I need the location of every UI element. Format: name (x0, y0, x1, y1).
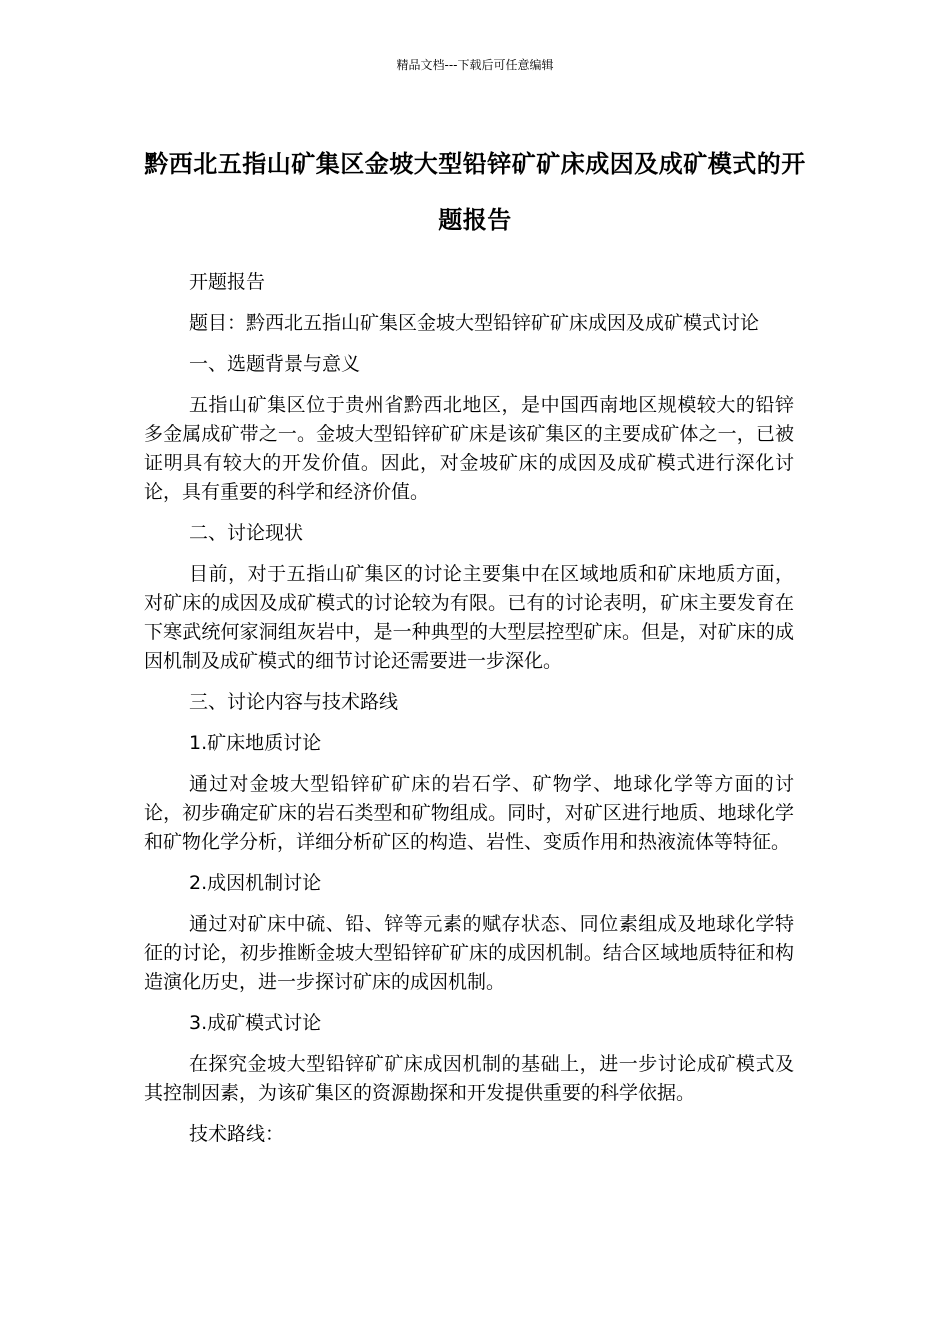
document-title: 黔西北五指山矿集区金坡大型铅锌矿矿床成因及成矿模式的开题报告 (144, 150, 806, 234)
paragraph-technical-route: 技术路线： (189, 1123, 285, 1145)
subheading-geology: 1.矿床地质讨论 (189, 732, 322, 754)
section-heading-content: 三、讨论内容与技术路线 (189, 691, 399, 713)
subheading-model: 3.成矿模式讨论 (189, 1012, 322, 1034)
subheading-genesis: 2.成因机制讨论 (189, 872, 322, 894)
paragraph-status: 目前，对于五指山矿集区的讨论主要集中在区域地质和矿床地质方面，对矿床的成因及成矿模式的讨论较为有限。已有的讨论表明，矿床主要发育在下寒武统何家洞组灰岩中，是一种典型的大型层控型矿床。但是，对矿床的成因机制及成矿模式的细节讨论还需要进一步深化。 (144, 563, 794, 672)
paragraph-background: 五指山矿集区位于贵州省黔西北地区，是中国西南地区规模较大的铅锌多金属成矿带之一。金坡大型铅锌矿矿床是该矿集区的主要成矿体之一，已被证明具有较大的开发价值。因此，对金坡矿床的成因及成矿模式进行深化讨论，具有重要的科学和经济价值。 (144, 394, 794, 503)
document-body (144, 268, 794, 1161)
section-heading-status: 二、讨论现状 (189, 522, 304, 544)
paragraph-report-label: 开题报告 (189, 271, 266, 293)
header-note: 精品文档---下载后可任意编辑 (396, 58, 554, 72)
paragraph-geology: 通过对金坡大型铅锌矿矿床的岩石学、矿物学、地球化学等方面的讨论，初步确定矿床的岩石类型和矿物组成。同时，对矿区进行地质、地球化学和矿物化学分析，详细分析矿区的构造、岩性、变质作用和热液流体等特征。 (144, 773, 794, 853)
section-heading-background: 一、选题背景与意义 (189, 353, 361, 375)
paragraph-genesis: 通过对矿床中硫、铅、锌等元素的赋存状态、同位素组成及地球化学特征的讨论，初步推断金坡大型铅锌矿矿床的成因机制。结合区域地质特征和构造演化历史，进一步探讨矿床的成因机制。 (144, 913, 794, 993)
paragraph-model: 在探究金坡大型铅锌矿矿床成因机制的基础上，进一步讨论成矿模式及其控制因素，为该矿集区的资源勘探和开发提供重要的科学依据。 (144, 1053, 794, 1104)
paragraph-topic: 题目：黔西北五指山矿集区金坡大型铅锌矿矿床成因及成矿模式讨论 (189, 312, 760, 334)
